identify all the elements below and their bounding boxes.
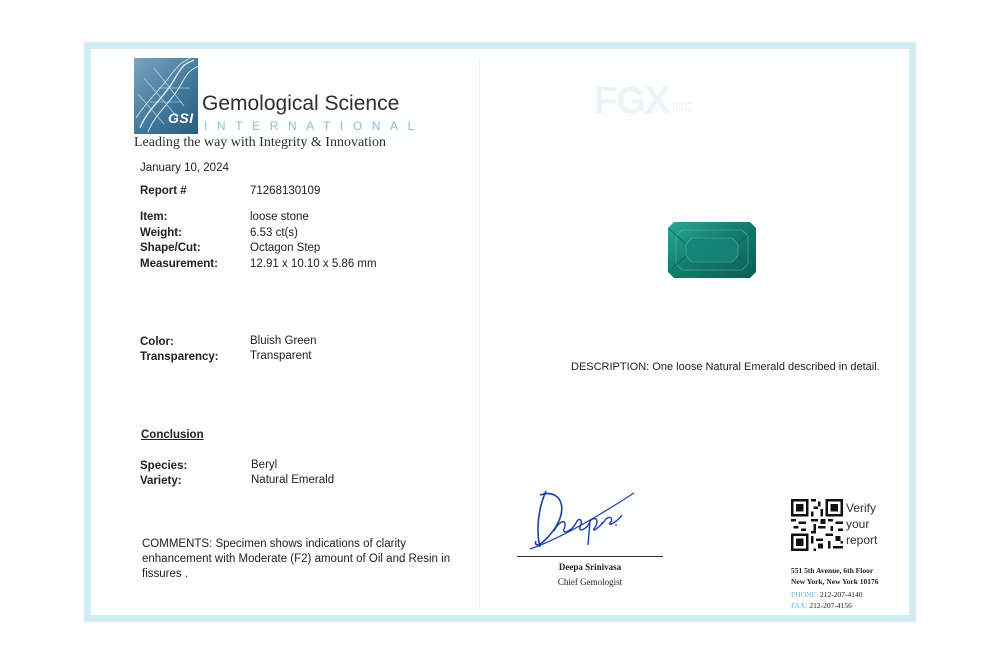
field-label-variety: Variety: [140,475,182,487]
signer-title: Chief Gemologist [557,577,623,587]
description-text: DESCRIPTION: One loose Natural Emerald described in detail. [571,361,880,373]
field-label-shape: Shape/Cut: [140,242,201,254]
phone-label: PHONE: [791,590,819,599]
company-address [791,566,879,611]
fax-label: FAX: [791,600,808,610]
field-value-measurement: 12.91 x 10.10 x 5.86 mm [250,258,377,270]
qr-code-icon[interactable] [791,499,843,556]
company-subtitle: INTERNATIONAL [204,119,424,133]
comments-text: COMMENTS: Specimen shows indications of clarity enhancement with Moderate (F2) amount of Oil and Resin in fissures . [142,538,451,580]
field-label-item: Item: [140,211,168,223]
field-value-variety: Natural Emerald [251,474,335,486]
report-date: January 10, 2024 [140,162,229,174]
fold-line [479,58,480,608]
verify-report-link[interactable] [846,500,877,548]
report-number-value: 71268130109 [250,185,321,197]
signer-name: Deepa Srinivasa [558,562,622,572]
address-line-2: New York, New York 10176 [791,576,879,586]
field-label-weight: Weight: [140,227,182,239]
tagline: Leading the way with Integrity & Innovation [134,135,386,150]
conclusion-heading: Conclusion [141,429,204,441]
phone-value: 212-207-4140 [819,590,863,599]
emerald-gem-icon [668,222,756,283]
logo-mark-text: GSI [168,110,194,126]
field-value-item: loose stone [250,211,309,223]
fgx-watermark-sub: INC [672,100,693,114]
field-label-species: Species: [140,460,188,472]
report-number-label: Report # [140,185,187,197]
field-value-shape: Octagon Step [250,242,321,254]
field-value-color: Bluish Green [250,335,317,347]
field-value-species: Beryl [251,459,278,471]
field-label-color: Color: [140,336,174,348]
company-name: Gemological Science [202,92,400,115]
verify-line-1: Verify [846,501,877,515]
signature-icon [530,485,640,558]
signature-line [517,556,663,557]
fax-value: 212-207-4156 [809,600,852,610]
field-label-measurement: Measurement: [140,258,218,270]
verify-line-3: report [846,533,878,547]
verify-line-2: your [846,517,870,531]
address-line-1: 551 5th Avenue, 6th Floor [791,566,874,575]
field-value-transparency: Transparent [250,350,312,362]
field-value-weight: 6.53 ct(s) [250,227,298,239]
fgx-watermark: FGX [594,80,670,122]
field-label-transparency: Transparency: [140,351,219,363]
